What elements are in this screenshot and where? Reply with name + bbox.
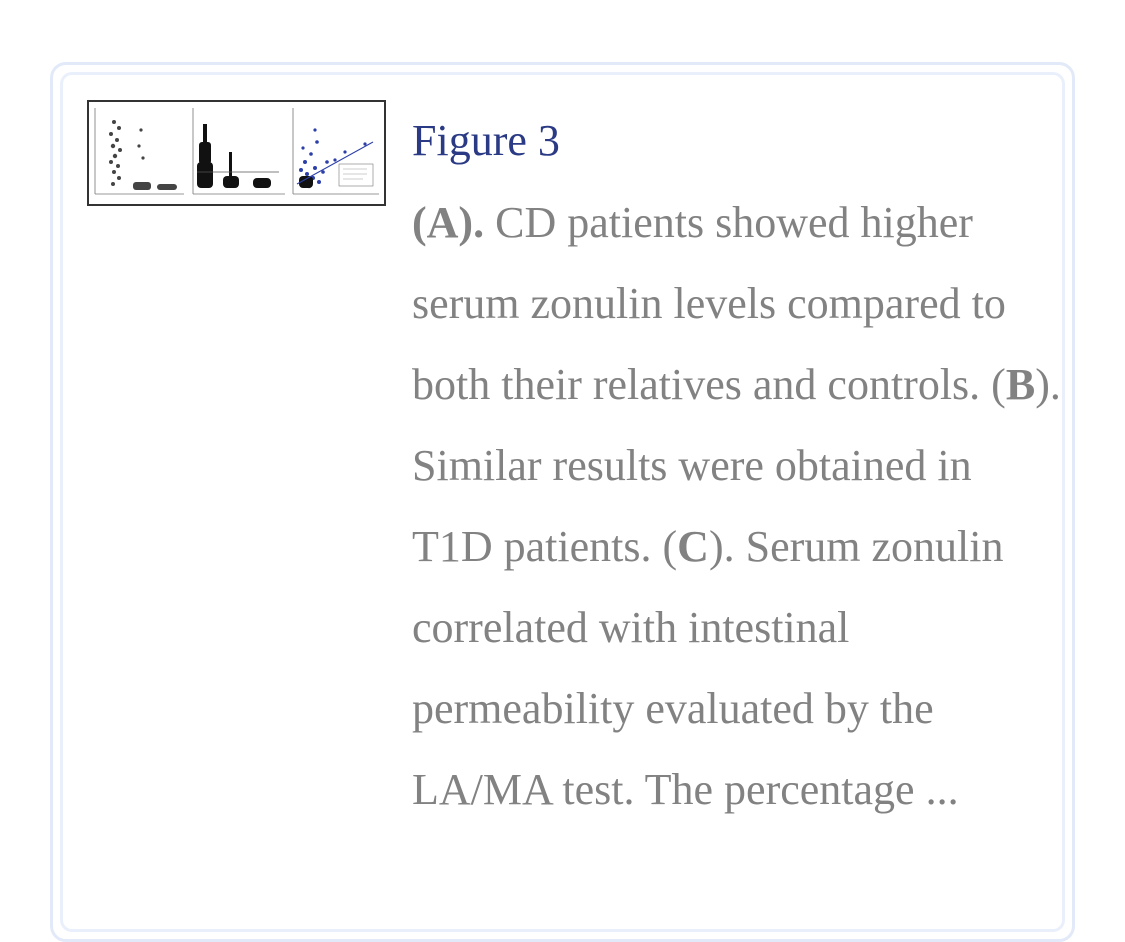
caption-label-b: B — [1005, 360, 1036, 409]
caption-label-c: C — [677, 522, 709, 571]
figure-thumbnail-image — [89, 102, 384, 204]
caption-label-a: (A). — [412, 198, 485, 247]
caption-text-a: CD patients showed higher serum zonulin levels compared to both their relatives and controls. ( — [412, 198, 1006, 409]
figure-thumbnail[interactable] — [87, 100, 386, 206]
figure-caption — [412, 182, 1062, 830]
figure-title-link[interactable]: Figure 3 — [412, 116, 560, 165]
caption-text-c: ). Serum zonulin correlated with intestinal permeability evaluated by the LA/MA test. The percentage ... — [412, 522, 1004, 814]
caption-text-b: ). Similar results were obtained in T1D patients. ( — [412, 360, 1061, 571]
